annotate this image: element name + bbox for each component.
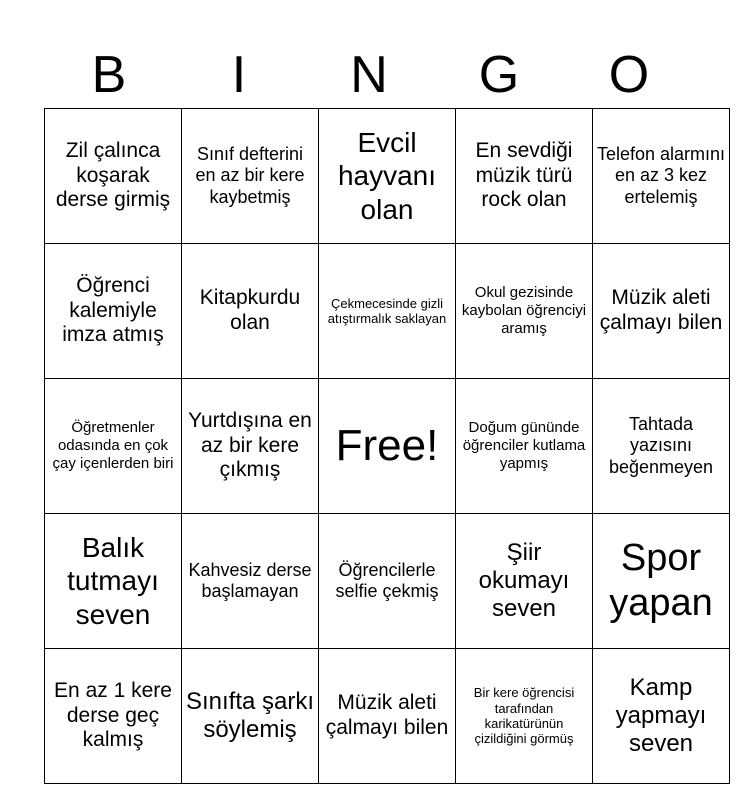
bingo-cell[interactable]: Sınıf defterini en az bir kere kaybetmiş [182,109,319,244]
bingo-cell[interactable]: Evcil hayvanı olan [319,109,456,244]
title-letter-i: I [231,46,247,104]
bingo-row-5 [45,649,730,784]
bingo-cell[interactable]: Zil çalınca koşarak derse girmiş [45,109,182,244]
bingo-cell[interactable]: Müzik aleti çalmayı bilen [593,244,730,379]
bingo-cell[interactable]: Okul gezisinde kaybolan öğrenciyi aramış [456,244,593,379]
title-letter-o: O [608,46,650,104]
bingo-row-1 [45,109,730,244]
free-cell[interactable]: Free! [319,379,456,514]
bingo-row-2 [45,244,730,379]
bingo-cell[interactable]: Balık tutmayı seven [45,514,182,649]
bingo-cell[interactable]: Doğum gününde öğrenciler kutlama yapmış [456,379,593,514]
bingo-cell[interactable]: Öğretmenler odasında en çok çay içenlerden biri [45,379,182,514]
title-letter-b: B [91,46,127,104]
bingo-title [44,44,694,106]
bingo-cell[interactable]: Müzik aleti çalmayı bilen [319,649,456,784]
bingo-cell[interactable]: Kamp yapmayı seven [593,649,730,784]
bingo-cell[interactable]: En sevdiği müzik türü rock olan [456,109,593,244]
bingo-cell[interactable]: Telefon alarmını en az 3 kez ertelemiş [593,109,730,244]
bingo-cell[interactable]: Kahvesiz derse başlamayan [182,514,319,649]
title-letter-g: G [478,46,520,104]
bingo-cell[interactable]: Sınıfta şarkı söylemiş [182,649,319,784]
bingo-cell[interactable]: Tahtada yazısını beğenmeyen [593,379,730,514]
bingo-cell[interactable]: En az 1 kere derse geç kalmış [45,649,182,784]
bingo-row-4 [45,514,730,649]
bingo-cell[interactable]: Yurtdışına en az bir kere çıkmış [182,379,319,514]
bingo-row-3 [45,379,730,514]
bingo-cell[interactable]: Çekmecesinde gizli atıştırmalık saklayan [319,244,456,379]
bingo-cell[interactable]: Öğrencilerle selfie çekmiş [319,514,456,649]
bingo-grid [44,108,730,784]
bingo-cell[interactable]: Şiir okumayı seven [456,514,593,649]
bingo-cell[interactable]: Kitapkurdu olan [182,244,319,379]
bingo-cell[interactable]: Bir kere öğrencisi tarafından karikatürünün çizildiğini görmüş [456,649,593,784]
title-letter-n: N [350,46,388,104]
bingo-cell[interactable]: Öğrenci kalemiyle imza atmış [45,244,182,379]
bingo-cell[interactable]: Spor yapan [593,514,730,649]
